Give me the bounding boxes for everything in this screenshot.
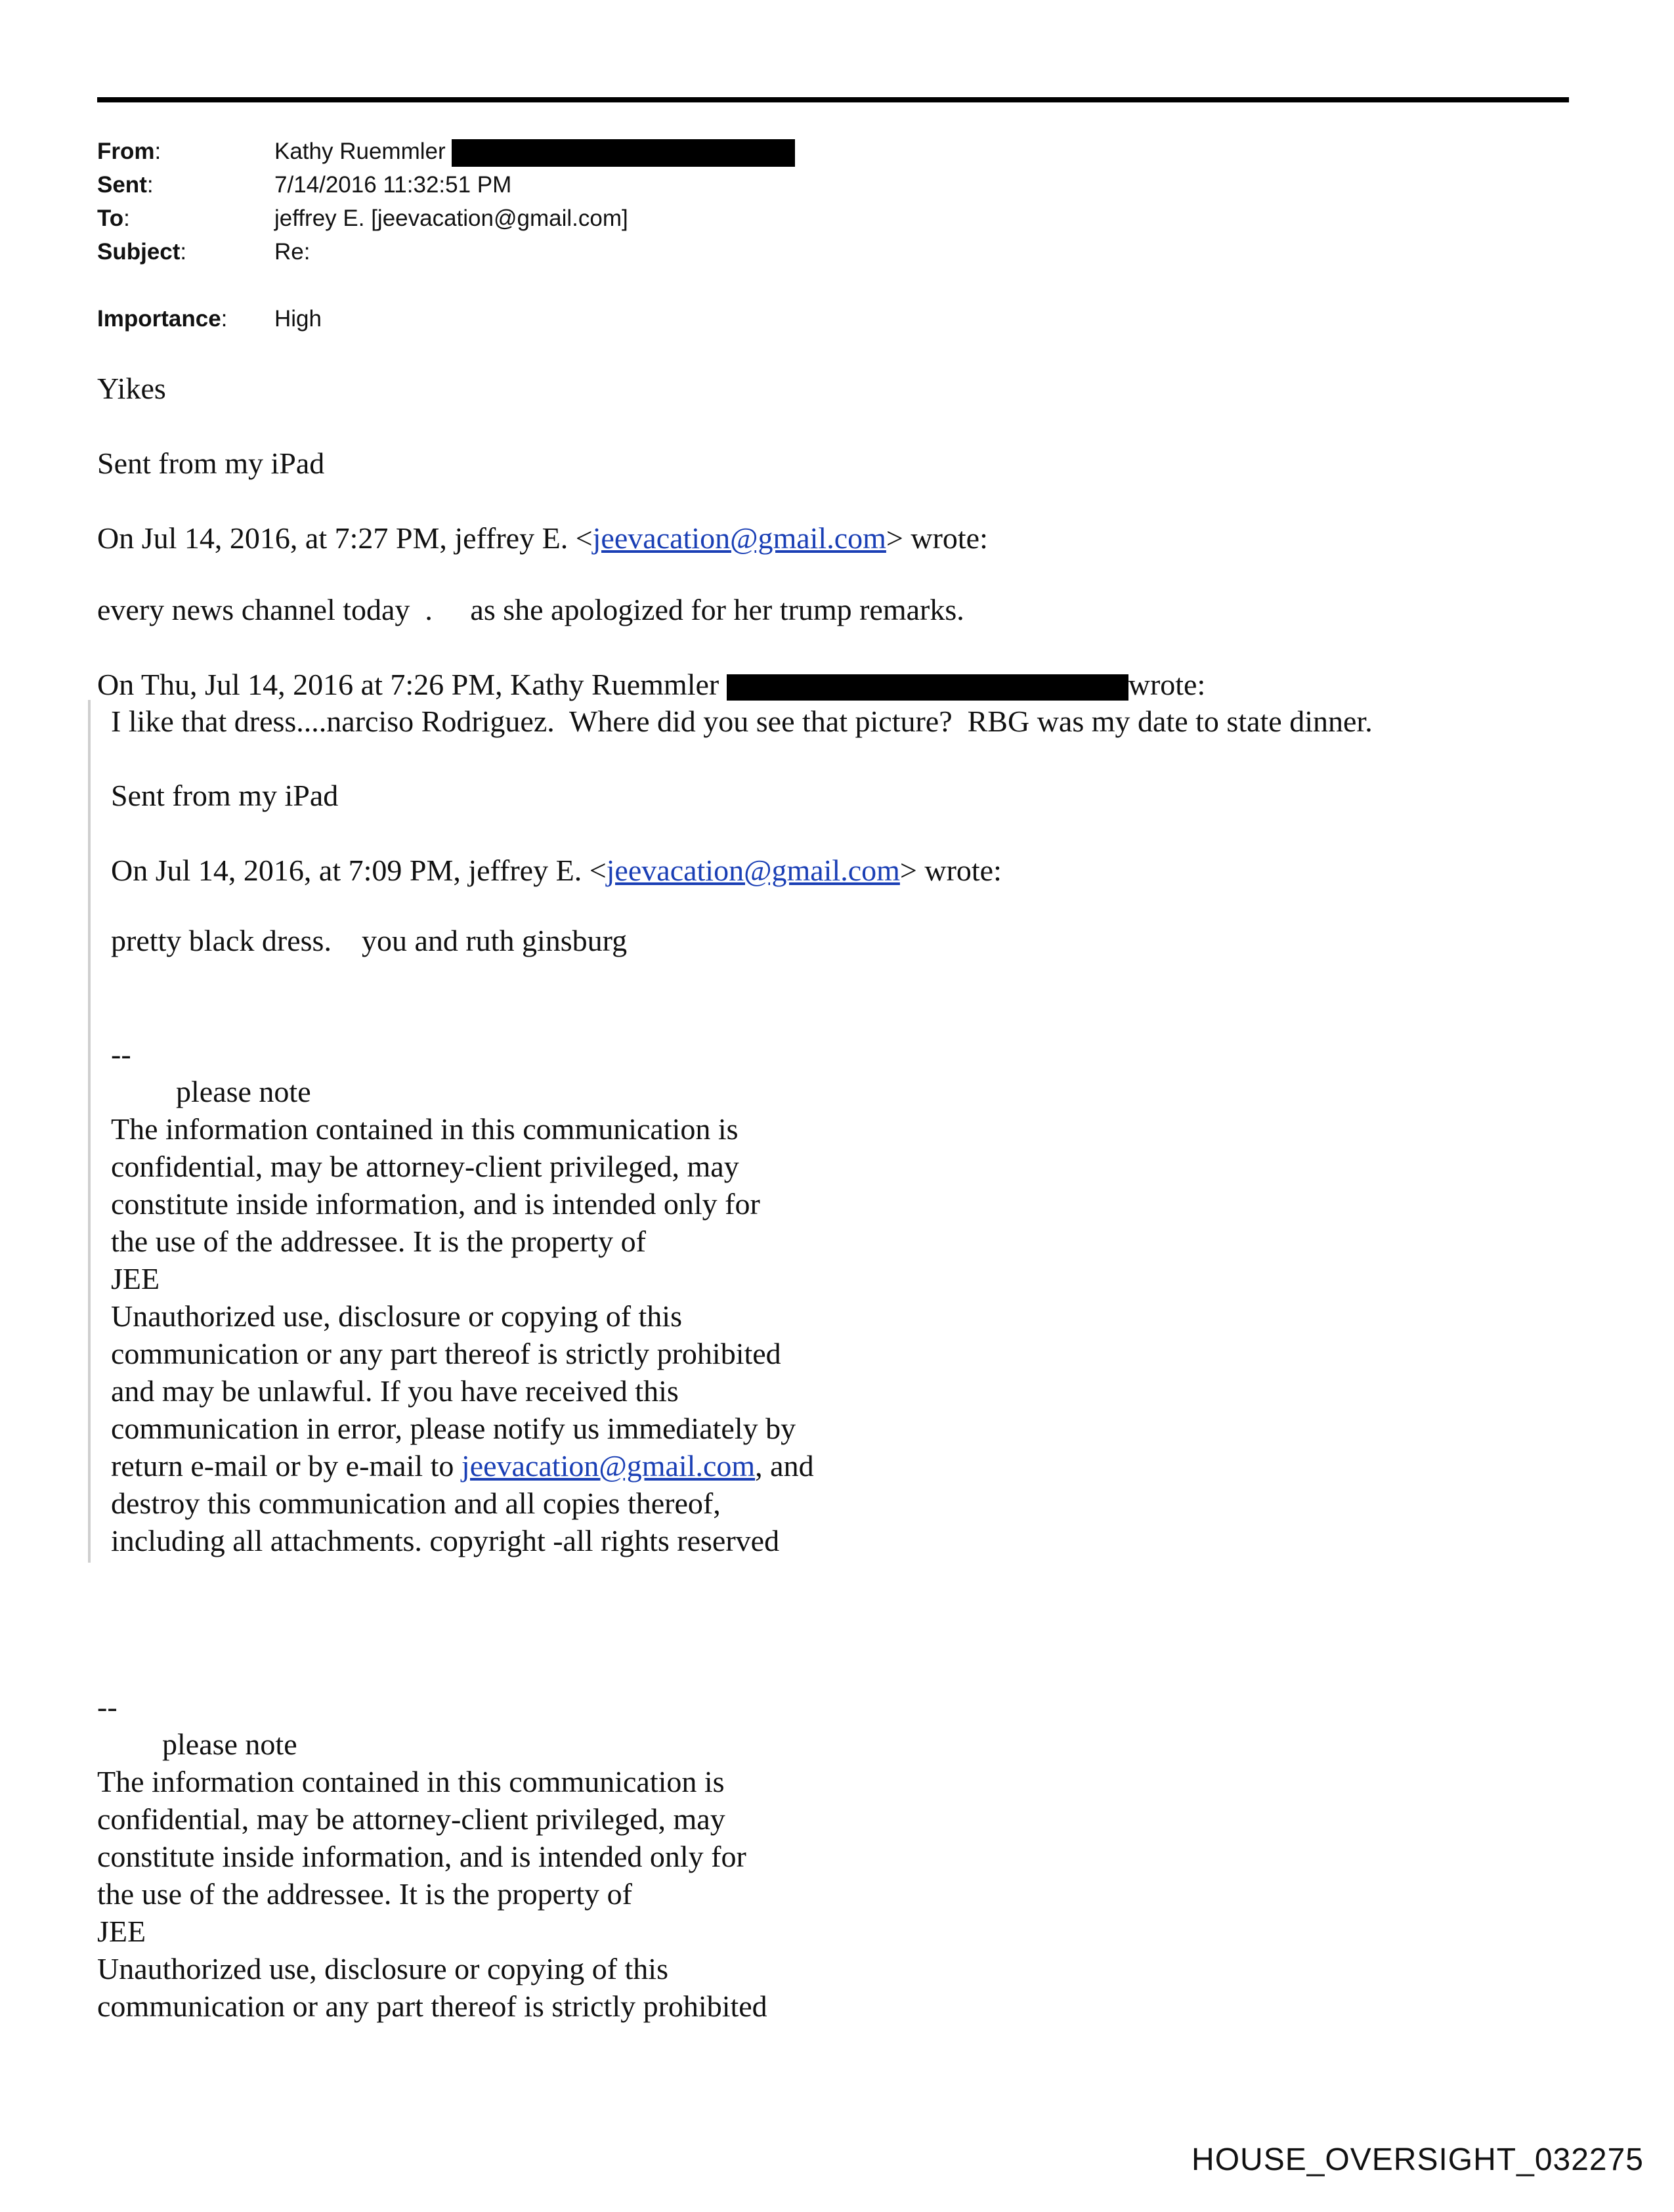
from-value: Kathy Ruemmler xyxy=(274,135,795,168)
importance-label: Importance xyxy=(97,306,221,332)
sent-row: Sent: 7/14/2016 11:32:51 PM xyxy=(97,168,795,202)
disclaimer-dashes: -- xyxy=(111,1037,131,1071)
importance-row: Importance: High xyxy=(97,302,795,336)
disclaimer-line: constitute inside information, and is intended only for xyxy=(111,1187,760,1221)
from-row: From: Kathy Ruemmler xyxy=(97,135,795,168)
inner-quote-text: pretty black dress. you and ruth ginsburg xyxy=(111,924,628,957)
email-header xyxy=(97,135,795,336)
disclaimer-line: and may be unlawful. If you have received this xyxy=(111,1374,679,1408)
disclaimer-line: JEE xyxy=(97,1915,146,1948)
email-link[interactable]: jeevacation@gmail.com xyxy=(592,521,886,555)
disclaimer-line: communication or any part thereof is strictly prohibited xyxy=(97,1989,767,2023)
disclaimer-line: Unauthorized use, disclosure or copying of this xyxy=(111,1299,682,1333)
disclaimer xyxy=(111,1035,814,1559)
disclaimer-line: constitute inside information, and is intended only for xyxy=(97,1840,746,1873)
top-rule xyxy=(97,97,1569,102)
subject-label: Subject xyxy=(97,239,181,265)
inner-reply-text: I like that dress....narciso Rodriguez. Where did you see that picture? RBG was my date to state dinner. xyxy=(111,705,1373,738)
subject-value: Re: xyxy=(274,239,311,265)
quote2-header: On Thu, Jul 14, 2016 at 7:26 PM, Kathy Ruemmler wrote: xyxy=(97,668,1206,701)
disclaimer-line: The information contained in this communication is xyxy=(97,1765,725,1798)
disclaimer-line: JEE xyxy=(111,1262,160,1295)
disclaimer-line: confidential, may be attorney-client privileged, may xyxy=(97,1802,725,1836)
disclaimer-line: communication in error, please notify us immediately by xyxy=(111,1412,796,1445)
disclaimer-line: the use of the addressee. It is the property of xyxy=(111,1225,646,1258)
to-label: To xyxy=(97,206,124,231)
quote1-text: every news channel today . as she apologized for her trump remarks. xyxy=(97,593,964,626)
bates-number: HOUSE_OVERSIGHT_032275 xyxy=(1191,2142,1644,2177)
from-label: From xyxy=(97,139,155,164)
inner-quote-header: On Jul 14, 2016, at 7:09 PM, jeffrey E. <jeevacation@gmail.com> wrote: xyxy=(111,854,1002,887)
disclaimer-dashes: -- xyxy=(97,1690,118,1724)
disclaimer-line: confidential, may be attorney-client privileged, may xyxy=(111,1150,739,1183)
redaction-bar xyxy=(452,139,795,167)
to-row: To: jeffrey E. [jeevacation@gmail.com] xyxy=(97,202,795,235)
disclaimer-line: The information contained in this communication is xyxy=(111,1112,739,1146)
importance-value: High xyxy=(274,306,322,332)
disclaimer-note: please note xyxy=(162,1727,297,1761)
subject-row: Subject: Re: xyxy=(97,235,795,269)
disclaimer-line: destroy this communication and all copies thereof, xyxy=(111,1486,721,1520)
disclaimer-line: the use of the addressee. It is the property of xyxy=(97,1877,632,1911)
reply-text: Yikes xyxy=(97,372,166,405)
reply-signature: Sent from my iPad xyxy=(97,446,325,480)
email-link[interactable]: jeevacation@gmail.com xyxy=(461,1449,756,1483)
email-link[interactable]: jeevacation@gmail.com xyxy=(606,854,900,887)
redaction-bar xyxy=(727,674,1128,701)
disclaimer-return-line: return e-mail or by e-mail to jeevacation@gmail.com, and xyxy=(111,1449,814,1483)
disclaimer-line: Unauthorized use, disclosure or copying of this xyxy=(97,1952,668,1985)
disclaimer-note: please note xyxy=(176,1075,311,1108)
disclaimer-line: including all attachments. copyright -all rights reserved xyxy=(111,1524,780,1557)
inner-signature: Sent from my iPad xyxy=(111,779,339,812)
quote-bar xyxy=(88,700,91,1563)
sent-label: Sent xyxy=(97,172,147,198)
disclaimer-outer xyxy=(97,1688,767,2025)
disclaimer-line: communication or any part thereof is strictly prohibited xyxy=(111,1337,781,1370)
to-value: jeffrey E. [jeevacation@gmail.com] xyxy=(274,206,628,231)
sent-value: 7/14/2016 11:32:51 PM xyxy=(274,172,512,198)
quote1-header: On Jul 14, 2016, at 7:27 PM, jeffrey E. <jeevacation@gmail.com> wrote: xyxy=(97,521,988,555)
